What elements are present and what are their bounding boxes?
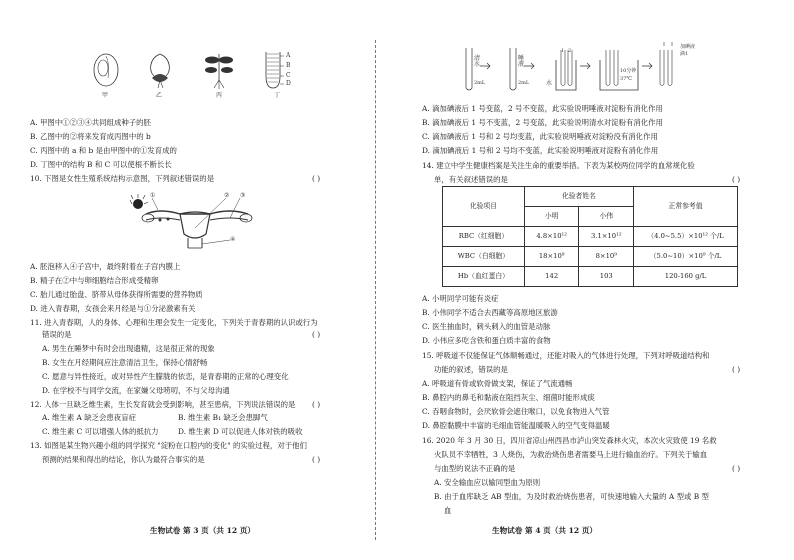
saliva-experiment-apparatus bbox=[460, 44, 700, 96]
q11-option-a: A. 男生在睡梦中有时会出现遗精，这是很正常的现象 bbox=[42, 344, 215, 353]
table-cell: Hb（血红蛋白） bbox=[443, 267, 525, 287]
ding-label-b: B bbox=[286, 62, 291, 69]
q13-option-c: C. 滴加碘液后 1 号和 2 号均变蓝，此实验说明唾液对淀粉没有消化作用 bbox=[422, 132, 658, 141]
diagram-label-4: ④ bbox=[230, 236, 236, 243]
q10-option-a: A. 胚泡移入④子宫中，最终附着在子宫内膜上 bbox=[30, 262, 181, 271]
diagram-label-2: ② bbox=[224, 192, 230, 199]
fig-label-bing: 丙 bbox=[216, 92, 223, 99]
blood-test-table bbox=[442, 186, 738, 287]
q15-option-d: D. 鼻腔黏膜中丰富的毛细血管能温暖吸入的空气变得温暖 bbox=[422, 421, 610, 430]
fig-label-yi: 乙 bbox=[156, 92, 163, 99]
q11-answer-blank: ( ) bbox=[312, 330, 321, 339]
diagram-label-1: ① bbox=[150, 192, 156, 199]
q15-option-a: A. 呼吸道有骨或软骨做支架，保证了气流通畅 bbox=[422, 379, 573, 388]
q15-stem-line-2: 功能的叙述，错误的是 bbox=[434, 365, 508, 374]
seed-figure-jia bbox=[86, 50, 126, 90]
q16-stem-line-1: 16. 2020 年 3 月 30 日，四川省凉山州西昌市泸山突发森林火灾，本次火灾致使 19 名救 bbox=[422, 436, 717, 445]
tube-number-1: 1 bbox=[561, 48, 565, 54]
q12-option-c: C. 维生素 C 可以增强人体的抵抗力 bbox=[42, 427, 159, 436]
table-cell: 8×10⁹ bbox=[579, 247, 634, 267]
q11-stem: 11. 进入青春期，人的身体、心理和生理会发生一定变化，下列关于青春期的认识或行为 bbox=[30, 318, 318, 327]
table-row bbox=[443, 267, 738, 287]
table-header-xiaoming: 小明 bbox=[524, 207, 579, 227]
q10-stem: 10. 下图是女性生殖系统结构示意图，下列叙述错误的是 bbox=[30, 174, 215, 183]
q11-option-b: B. 女生在月经期间应注意清洁卫生，保持心情舒畅 bbox=[42, 358, 208, 367]
ding-label-d: D bbox=[286, 80, 291, 87]
table-cell: （4.0~5.5）×10¹² 个/L bbox=[634, 227, 738, 247]
table-row bbox=[443, 247, 738, 267]
q13-option-b: B. 滴加碘液后 1 号不变蓝，2 号变蓝，此实验说明清水对淀粉有消化作用 bbox=[422, 118, 663, 127]
q14-stem-line-1: 14. 建立中学生健康档案是关注生命的重要举措。下表为某校两位同学的血常规化验 bbox=[422, 161, 695, 170]
q11-stem-cont: 错误的是 bbox=[42, 330, 72, 339]
q13-stem-line-2: 预测的结果和得出的结论，你认为最符合事实的是 bbox=[42, 455, 205, 464]
q12-answer-blank: ( ) bbox=[312, 400, 321, 409]
tube-number-2: 2 bbox=[568, 48, 572, 54]
q12-option-b: B. 维生素 B₁ 缺乏会患脚气 bbox=[178, 413, 268, 422]
q10-option-c: C. 胎儿通过胎盘、脐带从母体获得所需要的营养物质 bbox=[30, 290, 203, 299]
q14-answer-blank: ( ) bbox=[732, 175, 741, 184]
q15-option-b: B. 鼻腔内的鼻毛和黏液在阻挡灰尘、细菌时能形成痰 bbox=[422, 393, 595, 402]
page-footer-3: 生物试卷 第 3 页（共 12 页） bbox=[150, 526, 256, 535]
q9-option-a: A. 甲图中①②③④共同组成种子的胚 bbox=[30, 118, 151, 127]
fig-label-ding: 丁 bbox=[274, 92, 281, 99]
q14-stem-line-2: 单，有关叙述错误的是 bbox=[434, 175, 508, 184]
plant-figure-bing bbox=[202, 48, 236, 90]
q15-option-c: C. 吞咽食物时，会厌软骨会遮住喉口，以免食物进入气管 bbox=[422, 407, 610, 416]
q9-option-d: D. 丁图中的结构 B 和 C 可以使根不断长长 bbox=[30, 160, 172, 169]
q10-answer-blank: ( ) bbox=[312, 174, 321, 183]
fig-label-jia: 甲 bbox=[102, 92, 109, 99]
table-header-ref: 正常参考值 bbox=[634, 187, 738, 227]
ding-label-a: A bbox=[286, 52, 291, 59]
q9-option-b: B. 乙图中的②将来发育成丙图中的 b bbox=[30, 132, 151, 141]
table-header-item: 化验项目 bbox=[443, 187, 525, 227]
q12-stem: 12. 人体一旦缺乏维生素，生长发育就会受到影响，甚至患病，下列说法错误的是 bbox=[30, 400, 296, 409]
table-cell: 4.8×10¹² bbox=[524, 227, 579, 247]
q13-answer-blank: ( ) bbox=[312, 455, 321, 464]
q11-option-d: D. 在学校不与同学交流，在家嫌父母唠叨，不与父母沟通 bbox=[42, 386, 230, 395]
q13-stem-line-1: 13. 如图是某生物兴趣小组的同学探究 "淀粉在口腔内的变化" 的实验过程，对于他们 bbox=[30, 441, 307, 450]
q10-option-d: D. 进入青春期，女孩会来月经是与①分泌激素有关 bbox=[30, 304, 196, 313]
q13-option-a: A. 滴加碘液后 1 号变蓝，2 号不变蓝，此实验说明唾液对淀粉有消化作用 bbox=[422, 104, 663, 113]
table-cell: 103 bbox=[579, 267, 634, 287]
page-4 bbox=[392, 0, 794, 560]
q14-option-a: A. 小明同学可能有炎症 bbox=[422, 294, 499, 303]
diagram-label-3: ③ bbox=[240, 192, 246, 199]
table-cell: （5.0~10）×10⁹ 个/L bbox=[634, 247, 738, 267]
table-cell: 3.1×10¹² bbox=[579, 227, 634, 247]
tube-label-water: 清 水 bbox=[474, 55, 481, 69]
table-header-name: 化验者姓名 bbox=[524, 187, 633, 207]
root-tip-figure-ding bbox=[258, 48, 298, 92]
q16-stem-line-3: 与血型的说法不正确的是 bbox=[434, 464, 516, 473]
iodine-reagent-label-1: 加碘液 bbox=[680, 44, 696, 50]
q14-option-b: B. 小伟同学不适合去西藏等高原地区旅游 bbox=[422, 308, 558, 317]
table-cell: 120-160 g/L bbox=[634, 267, 738, 287]
table-cell: 142 bbox=[524, 267, 579, 287]
beaker-label: 水 bbox=[546, 80, 553, 87]
q14-option-d: D. 小伟应多吃含铁和蛋白质丰富的食物 bbox=[422, 336, 551, 345]
q13-option-d: D. 滴加碘液后 1 号和 2 号均不变蓝，此实验说明唾液对淀粉有消化作用 bbox=[422, 146, 659, 155]
table-cell: 18×10⁹ bbox=[524, 247, 579, 267]
water-bath-time: 10分钟 bbox=[620, 68, 637, 74]
q12-option-a: A. 维生素 A 缺乏会患夜盲症 bbox=[42, 413, 136, 422]
tube-label-saliva: 唾 液 bbox=[518, 55, 525, 69]
water-bath-temp: 37℃ bbox=[620, 76, 632, 82]
ding-label-c: C bbox=[286, 72, 291, 79]
q12-option-d: D. 维生素 D 可以促进人体对铁的吸收 bbox=[178, 427, 303, 436]
q15-stem-line-1: 15. 呼吸道不仅能保证气体顺畅通过，还能对吸入的气体进行处理，下列对呼吸道结构和 bbox=[422, 351, 710, 360]
q16-option-a: A. 安全输血应以输同型血为原则 bbox=[434, 478, 541, 487]
q15-answer-blank: ( ) bbox=[732, 365, 741, 374]
table-cell: WBC（白细胞） bbox=[443, 247, 525, 267]
q16-option-b-cont: 血 bbox=[444, 506, 452, 515]
q10-option-b: B. 精子在②中与卵细胞结合形成受精卵 bbox=[30, 276, 159, 285]
q16-option-b: B. 由于血库缺乏 AB 型血，为及时救治烧伤患者，可快速地输入大量的 A 型或 B 型 bbox=[434, 492, 709, 501]
q14-option-c: C. 医生抽血时，刺头刺入的血管是动脉 bbox=[422, 322, 551, 331]
seedling-figure-yi bbox=[142, 50, 178, 90]
table-row bbox=[443, 227, 738, 247]
q11-option-c: C. 愿意与异性接近，或对异性产生朦胧的依恋，是青春期的正常的心理变化 bbox=[42, 372, 289, 381]
page-footer-4: 生物试卷 第 4 页（共 12 页） bbox=[492, 526, 598, 535]
tube-label-water-vol: 2mL bbox=[474, 80, 486, 86]
q9-option-c: C. 丙图中的 a 和 b 是由甲图中的①发育成的 bbox=[30, 146, 177, 155]
table-header-xiaowei: 小伟 bbox=[579, 207, 634, 227]
page-divider bbox=[375, 40, 376, 540]
table-cell: RBC（红细胞） bbox=[443, 227, 525, 247]
page-3 bbox=[0, 0, 386, 560]
iodine-reagent-label-2: 滴1 bbox=[680, 51, 689, 57]
q16-stem-line-2: 火队员不幸牺牲，3 人烧伤，为救治烧伤患者需要马上进行输血治疗。下列关于输血 bbox=[434, 450, 708, 459]
tube-label-saliva-vol: 2mL bbox=[518, 80, 530, 86]
q16-answer-blank: ( ) bbox=[732, 464, 741, 473]
